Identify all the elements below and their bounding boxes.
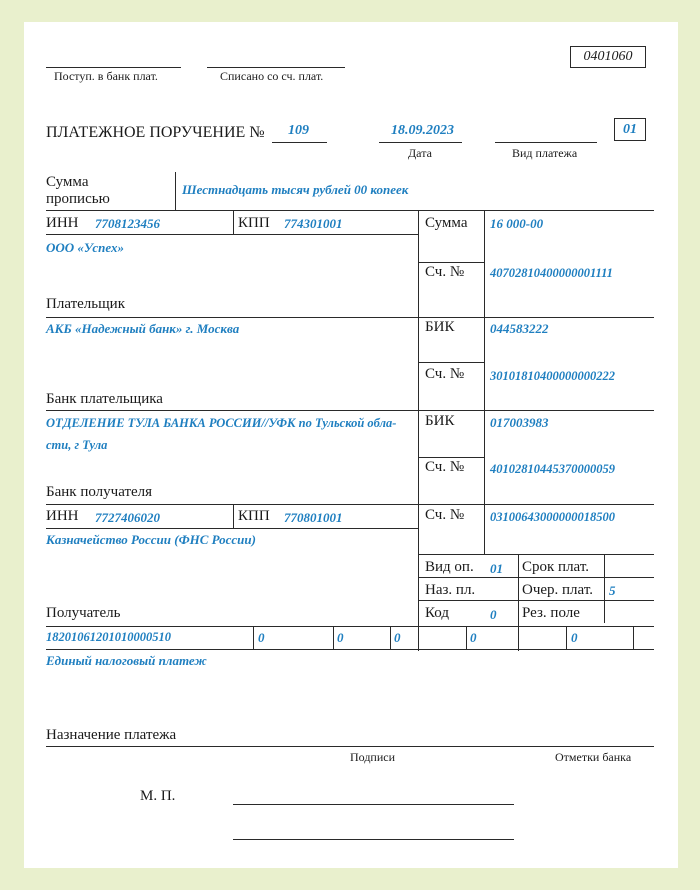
order-number-line: [272, 142, 327, 143]
amount-words-label-1: Сумма: [46, 174, 89, 190]
codes-divider: [518, 554, 519, 651]
purpose-label: Назначение платежа: [46, 727, 177, 743]
status-code-box: 01: [614, 118, 646, 141]
recipient-kpp: 770801001: [284, 510, 343, 525]
tax-oktmo: 0: [258, 630, 265, 645]
code-value: 0: [490, 607, 497, 622]
payment-order-form: [24, 22, 678, 868]
grid-line: [46, 649, 654, 650]
payer-account-label: Сч. №: [425, 264, 465, 280]
recipient-kpp-label: КПП: [238, 508, 270, 524]
grid-line: [46, 234, 418, 235]
recipient-bank-account-label: Сч. №: [425, 459, 465, 475]
signatures-label: Подписи: [350, 750, 396, 764]
op-type-label: Вид оп.: [425, 559, 474, 575]
amount-words-value: Шестнадцать тысяч рублей 00 копеек: [182, 182, 409, 197]
date-line: [379, 142, 462, 143]
payer-bank-label: Банк плательщика: [46, 391, 163, 407]
date-label: Дата: [408, 146, 432, 160]
payer-bank-name: АКБ «Надежный банк» г. Москва: [46, 321, 240, 336]
debited-line: [207, 67, 345, 68]
tax-basis: 0: [337, 630, 344, 645]
payer-bank-account-label: Сч. №: [425, 366, 465, 382]
amount-label: Сумма: [425, 215, 468, 231]
payer-bik: 044583222: [490, 321, 549, 336]
order-number: 109: [288, 123, 309, 138]
recipient-name: Казначейство России (ФНС России): [46, 532, 256, 547]
tax-doc-number: 0: [470, 630, 477, 645]
tax-row-divider: [390, 626, 391, 649]
grid-line: [46, 528, 418, 529]
payer-label: Плательщик: [46, 296, 125, 312]
purpose-code-label: Наз. пл.: [425, 582, 476, 598]
payer-account: 40702810400000001111: [490, 266, 613, 280]
recipient-bank-name-2: сти, г Тула: [46, 438, 108, 452]
priority-value: 5: [609, 583, 616, 598]
recipient-bik-label: БИК: [425, 413, 455, 429]
payer-bik-label: БИК: [425, 319, 455, 335]
received-line: [46, 67, 181, 68]
payment-type-line: [495, 142, 597, 143]
grid-line: [46, 317, 654, 318]
payer-inn-label: ИНН: [46, 215, 79, 231]
amount-words-divider: [175, 172, 176, 210]
reserve-label: Рез. поле: [522, 605, 580, 621]
recipient-account: 03100643000000018500: [490, 510, 615, 524]
payer-kpp-label: КПП: [238, 215, 270, 231]
signature-line-1: [233, 804, 514, 805]
debited-label: Списано со сч. плат.: [220, 69, 324, 83]
form-code-box: 0401060: [570, 46, 646, 68]
amount-words-label-2: прописью: [46, 191, 110, 207]
tax-row-divider: [633, 626, 634, 649]
grid-line: [46, 210, 654, 211]
code-label: Код: [425, 605, 449, 621]
priority-label: Очер. плат.: [522, 582, 593, 598]
document-title: ПЛАТЕЖНОЕ ПОРУЧЕНИЕ №: [46, 124, 265, 141]
grid-line: [418, 554, 654, 555]
grid-line: [418, 457, 484, 458]
payer-bank-account: 30101810400000000222: [490, 369, 615, 383]
recipient-bank-label: Банк получателя: [46, 484, 153, 500]
grid-line: [418, 600, 654, 601]
right-column-divider: [418, 210, 419, 651]
bank-marks-label: Отметки банка: [555, 750, 632, 764]
purpose-text: Единый налоговый платеж: [46, 653, 207, 668]
grid-line: [46, 504, 654, 505]
tax-doc-date: 0: [571, 630, 578, 645]
grid-line: [418, 577, 654, 578]
tax-row-divider: [253, 626, 254, 649]
tax-kbk: 18201061201010000510: [46, 630, 171, 644]
op-type: 01: [490, 561, 503, 576]
amount-value: 16 000-00: [490, 216, 544, 231]
grid-line: [418, 262, 484, 263]
inn-kpp-divider: [233, 210, 234, 234]
payer-kpp: 774301001: [284, 216, 343, 231]
recipient-inn: 7727406020: [95, 510, 160, 525]
grid-line: [46, 746, 654, 747]
inn-kpp-divider: [233, 504, 234, 528]
term-label: Срок плат.: [522, 559, 590, 575]
value-column-divider: [484, 210, 485, 554]
recipient-bik: 017003983: [490, 415, 549, 430]
received-label: Поступ. в банк плат.: [54, 69, 158, 83]
payer-inn: 7708123456: [95, 216, 160, 231]
recipient-bank-name-1: ОТДЕЛЕНИЕ ТУЛА БАНКА РОССИИ//УФК по Тульской обла-: [46, 416, 397, 430]
signature-line-2: [233, 839, 514, 840]
codes-divider: [604, 554, 605, 623]
stamp-label: М. П.: [140, 788, 176, 804]
order-date: 18.09.2023: [391, 123, 454, 138]
tax-row-divider: [333, 626, 334, 649]
tax-row-divider: [466, 626, 467, 649]
grid-line: [46, 626, 654, 627]
recipient-inn-label: ИНН: [46, 508, 79, 524]
grid-line: [418, 362, 484, 363]
recipient-bank-account: 40102810445370000059: [490, 462, 615, 476]
tax-row-divider: [566, 626, 567, 649]
payment-type-label: Вид платежа: [512, 146, 578, 160]
recipient-label: Получатель: [46, 605, 121, 621]
recipient-account-label: Сч. №: [425, 507, 465, 523]
grid-line: [46, 410, 654, 411]
tax-period: 0: [394, 630, 401, 645]
payer-name: ООО «Успех»: [46, 240, 124, 255]
